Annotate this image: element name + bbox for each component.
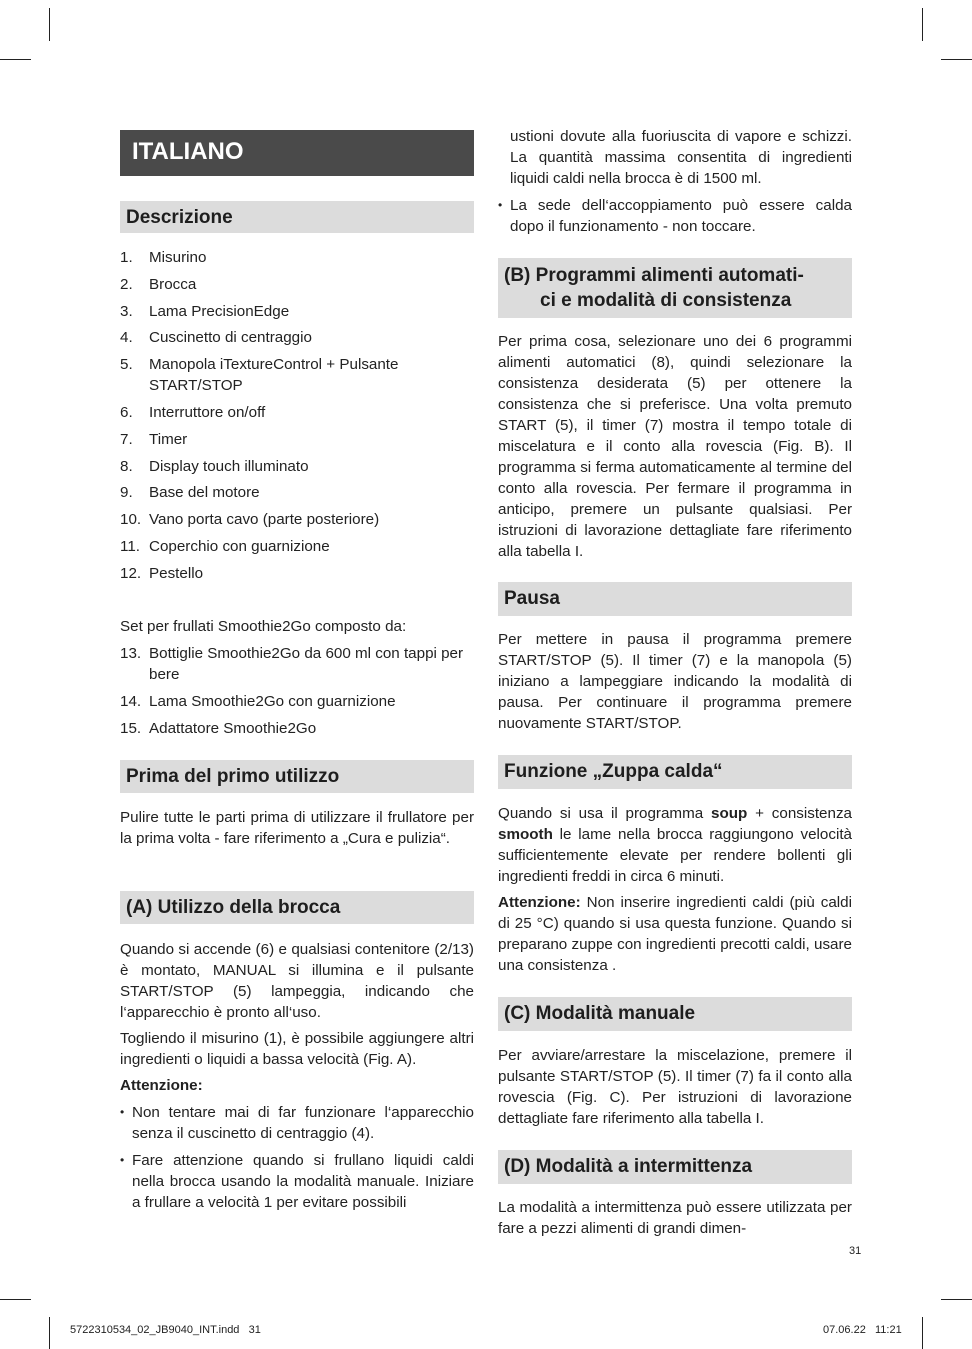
list-item-text: Lama Smoothie2Go con guarnizione [149, 692, 396, 710]
pausa-text: Per mettere in pausa il programma premere START/STOP (5). Il timer (7) e la manopola (5) iniziano a lampeggiare indicando la modalità di pausa. Per continuare il programma premere nuovamente START/STOP. [498, 631, 852, 732]
primo-utilizzo-text: Pulire tutte le parti prima di utilizzare il frullatore per la prima volta - fare riferimento a „Cura e pulizia“. [120, 809, 474, 847]
crop-mark [941, 59, 972, 60]
list-item-number: 14. [120, 692, 142, 710]
list-item-text: Display touch illuminato [149, 457, 309, 475]
list-item [120, 482, 474, 503]
language-title: ITALIANO [120, 130, 474, 176]
list-item [120, 301, 474, 322]
list-item [120, 402, 474, 423]
heading-descrizione: Descrizione [120, 201, 474, 233]
list-item-number: 12. [120, 564, 142, 582]
soup-term: soup [711, 805, 748, 822]
list-item-number: 7. [120, 430, 133, 448]
crop-mark [49, 1317, 50, 1349]
attention-label: Attenzione: [120, 1077, 203, 1094]
bullet-continuation: ustioni dovute alla fuoriuscita di vapore e schizzi. La quantità massima consentita di ingredienti liquidi caldi nella brocca è di 1500 ml. [510, 128, 852, 187]
zuppa-text-c: + consistenza [747, 805, 852, 822]
list-item-text: Base del motore [149, 484, 260, 502]
zuppa-text-a: Quando si usa il programma [498, 805, 711, 822]
heading-manuale: (C) Modalità manuale [498, 997, 852, 1031]
list-item [120, 718, 474, 739]
list-item [120, 429, 474, 450]
list-item [120, 643, 474, 685]
list-item [120, 456, 474, 477]
bullet-item: • Fare attenzione quando si frullano liquidi caldi nella brocca usando la modalità manuale. Iniziare a frullare a velocità 1 per evitare possibili [120, 1150, 474, 1213]
list-item-text: Vano porta cavo (parte posteriore) [149, 511, 380, 529]
crop-mark [941, 1299, 972, 1300]
list-item-text: Coperchio con guarnizione [149, 537, 330, 555]
crop-mark [922, 8, 923, 41]
list-item [120, 274, 474, 295]
list-item-number: 3. [120, 302, 133, 320]
manuale-text: Per avviare/arrestare la miscelazione, premere il pulsante START/STOP (5). Il timer (7) fa il conto alla rovescia (Fig. C). Per istruzioni di lavorazione dettagliate fare riferimento alla tabella I. [498, 1047, 852, 1127]
list-item-number: 10. [120, 511, 142, 529]
heading-intermittenza: (D) Modalità a intermittenza [498, 1150, 852, 1184]
smooth-term: smooth [498, 826, 553, 843]
list-item-text: Bottiglie Smoothie2Go da 600 ml con tappi per bere [149, 645, 464, 683]
list-item-text: Interruttore on/off [149, 403, 266, 421]
list-item-text: Cuscinetto di centraggio [149, 329, 312, 347]
list-item-number: 1. [120, 249, 133, 266]
list-item-text: Brocca [149, 275, 197, 293]
set-intro: Set per frullati Smoothie2Go composto da: [120, 618, 407, 635]
list-item-number: 8. [120, 457, 133, 475]
bullet-item: • Non tentare mai di far funzionare l‘apparecchio senza il cuscinetto di centraggio (4). [120, 1102, 474, 1144]
list-item [120, 247, 474, 268]
set-list [120, 643, 474, 744]
list-item [120, 509, 474, 530]
description-list [120, 247, 474, 590]
utilizzo-brocca-p2: Togliendo il misurino (1), è possibile aggiungere altri ingredienti o liquidi a bassa velocità (Fig. A). [120, 1030, 474, 1068]
zuppa-text [498, 803, 852, 887]
list-item [120, 536, 474, 557]
zuppa-attention [498, 892, 852, 976]
list-item [120, 354, 474, 396]
crop-mark [0, 1299, 31, 1300]
bullet-item: • La sede dell‘accoppiamento può essere calda dopo il funzionamento - non toccare. [498, 195, 852, 237]
programmi-text: Per prima cosa, selezionare uno dei 6 programmi alimenti automatici (8), quindi selezionare la consistenza desiderata (5) per ottenere la consistenza che si preferisce. Una volta premuto START (5), il timer (7) mostra il tempo totale di miscelatura e il conto alla rovescia (Fig. B). Il programma si ferma automaticamente al termine del conto alla rovescia. Per fermare il programma in anticipo, premere un pulsante qualsiasi. Per istruzioni di lavorazione dettagliate fare riferimento alla tabella I. [498, 333, 852, 560]
page-number: 31 [849, 1245, 862, 1257]
heading-pausa: Pausa [498, 582, 852, 616]
list-item-number: 13. [120, 645, 142, 662]
list-item-text: Timer [149, 430, 188, 448]
list-item-number: 2. [120, 275, 133, 293]
heading-programmi-line1: (B) Programmi alimenti automati- [504, 265, 804, 286]
heading-primo-utilizzo: Prima del primo utilizzo [120, 760, 474, 793]
list-item [120, 691, 474, 712]
attention-bullets [120, 1102, 474, 1219]
heading-programmi-line2: ci e modalità di consistenza [540, 290, 792, 311]
list-item-number: 15. [120, 719, 142, 737]
zuppa-attention-text: Non inserire ingredienti caldi (più caldi di 25 °C) quando si usa questa funzione. Quando si preparano zuppe con ingredienti precotti caldi, usare una consistenza . [498, 894, 852, 974]
footer-date: 07.06.22 11:21 [823, 1324, 902, 1336]
list-item-number: 11. [120, 537, 140, 555]
list-item-number: 5. [120, 356, 133, 374]
crop-mark [922, 1317, 923, 1349]
crop-mark [49, 8, 50, 41]
list-item-text: Adattatore Smoothie2Go [149, 719, 317, 737]
heading-zuppa: Funzione „Zuppa calda“ [498, 755, 852, 789]
utilizzo-brocca-p1: Quando si accende (6) e qualsiasi contenitore (2/13) è montato, MANUAL si illumina e il pulsante START/STOP (5) lampeggia, indicando che l‘apparecchio è pronto all‘uso. [120, 941, 474, 1021]
list-item-text: Manopola iTextureControl + Pulsante START/STOP [149, 356, 399, 395]
list-item [120, 563, 474, 584]
crop-mark [0, 59, 31, 60]
zuppa-text-e: le lame nella brocca raggiungono velocità sufficientemente elevate per rendere bollenti gli ingredienti freddi in circa 6 minuti. [498, 826, 852, 885]
list-item-number: 4. [120, 329, 133, 347]
list-item-text: Misurino [149, 249, 207, 266]
continuation-bullets [498, 195, 852, 243]
intermittenza-text: La modalità a intermittenza può essere utilizzata per fare a pezzi alimenti di grandi dimen- [498, 1199, 852, 1237]
list-item-text: Lama PrecisionEdge [149, 302, 290, 320]
zuppa-attention-label: Attenzione: [498, 894, 581, 911]
heading-utilizzo-brocca: (A) Utilizzo della brocca [120, 891, 474, 924]
footer-file: 5722310534_02_JB9040_INT.indd 31 [70, 1324, 261, 1336]
list-item-text: Pestello [149, 564, 204, 582]
heading-programmi [498, 258, 852, 318]
list-item [120, 327, 474, 348]
list-item-number: 9. [120, 484, 133, 502]
list-item-number: 6. [120, 403, 133, 421]
